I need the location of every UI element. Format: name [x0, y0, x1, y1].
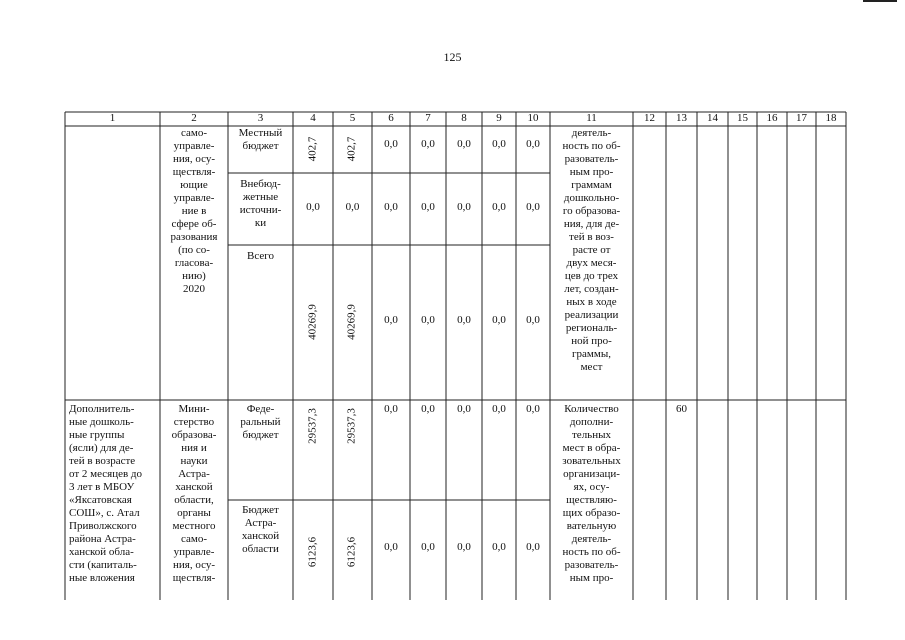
row1-total-col8: 0,0	[457, 314, 471, 326]
column-header-10: 10	[527, 112, 539, 124]
column-header-9: 9	[496, 112, 502, 124]
row1-total-col6: 0,0	[384, 314, 398, 326]
row1-indicator-cell: деятель- ность по об- разователь- ным про- граммам дошкольно- го образова- ния, для де- тей в воз- расте от двух меся- цев до трех лет, создан- ных в ходе реализации региональ- ной про- граммы, мест	[562, 127, 621, 373]
row1-total-col10: 0,0	[526, 314, 540, 326]
row2-regional-col7: 0,0	[421, 541, 435, 553]
row1-extra-col10: 0,0	[526, 201, 540, 213]
row1-local-col10: 0,0	[526, 138, 540, 150]
column-header-18: 18	[825, 112, 837, 124]
row2-regional-col5: 6123,6	[345, 536, 358, 568]
row1-local-col7: 0,0	[421, 138, 435, 150]
row1-total-col5: 40269,9	[345, 304, 358, 340]
row1-local-col6: 0,0	[384, 138, 398, 150]
row2-federal-col7: 0,0	[421, 403, 435, 415]
column-header-2: 2	[191, 112, 197, 124]
column-header-4: 4	[310, 112, 316, 124]
row1-extra-col9: 0,0	[492, 201, 506, 213]
row2-indicator-cell: Количество дополни- тельных мест в обра- зовательных организаци- ях, осу- ществляю- щих образо- вательную деятель- ность по об- разователь- ным про-	[562, 403, 621, 584]
row2-regional-col6: 0,0	[384, 541, 398, 553]
row1-extra-col6: 0,0	[384, 201, 398, 213]
row2-regional-col10: 0,0	[526, 541, 540, 553]
row2-col13-value: 60	[676, 403, 687, 415]
row1-extra-col8: 0,0	[457, 201, 471, 213]
column-header-17: 17	[796, 112, 807, 124]
row2-object-name-cell: Дополнитель- ные дошколь- ные группы (ясли) для де- тей в возрасте от 2 месяцев до 3 лет в МБОУ «Яксатовская СОШ», с. Атал Приволжского района Астра- ханской обла- сти (капиталь- ные вложения	[69, 403, 143, 584]
row1-local-col5: 402,7	[345, 136, 358, 162]
row1-local-col9: 0,0	[492, 138, 506, 150]
column-header-7: 7	[425, 112, 431, 124]
row1-extra-col4: 0,0	[306, 201, 320, 213]
row2-federal-col6: 0,0	[384, 403, 398, 415]
column-header-6: 6	[388, 112, 394, 124]
column-header-3: 3	[257, 112, 264, 124]
row1-local-col8: 0,0	[457, 138, 471, 150]
page-number: 125	[443, 50, 462, 64]
column-header-1: 1	[109, 112, 116, 124]
row2-responsible-cell: Мини- стерство образова- ния и науки Астра- ханской области, органы местного само- управле- ния, осу- ществля-	[171, 403, 217, 584]
row2-regional-col8: 0,0	[457, 541, 471, 553]
row1-total-col4: 40269,9	[306, 304, 319, 340]
row2-regional-col9: 0,0	[492, 541, 506, 553]
funding-source-regional-budget: Бюджет Астра- ханской области	[241, 504, 280, 555]
column-header-12: 12	[644, 112, 655, 124]
row1-responsible-cell: само- управле- ния, осу- ществля- ющие управле- ние в сфере об- разования (по со- гласова- нию) 2020	[170, 127, 218, 295]
column-header-16: 16	[766, 112, 778, 124]
row2-federal-col4: 29537,3	[306, 408, 319, 444]
row1-total-col7: 0,0	[421, 314, 435, 326]
funding-source-total: Всего	[247, 250, 274, 262]
row1-extra-col5: 0,0	[345, 201, 360, 213]
row1-local-col4: 402,7	[306, 136, 319, 162]
row2-federal-col9: 0,0	[492, 403, 506, 415]
row2-federal-col10: 0,0	[526, 403, 540, 415]
row1-total-col9: 0,0	[492, 314, 506, 326]
column-header-14: 14	[707, 112, 718, 124]
row2-federal-col8: 0,0	[457, 403, 471, 415]
funding-source-federal-budget: Феде- ральный бюджет	[240, 403, 281, 441]
column-header-8: 8	[461, 112, 467, 124]
funding-source-extrabudgetary: Внебюд- жетные источни- ки	[239, 178, 282, 229]
row2-federal-col5: 29537,3	[345, 408, 358, 444]
funding-source-local-budget: Местный бюджет	[238, 127, 283, 152]
row2-regional-col4: 6123,6	[306, 536, 319, 568]
column-header-15: 15	[737, 112, 748, 124]
column-header-5: 5	[349, 112, 356, 124]
column-header-13: 13	[676, 112, 687, 124]
column-header-11: 11	[586, 112, 597, 124]
row1-extra-col7: 0,0	[421, 201, 435, 213]
